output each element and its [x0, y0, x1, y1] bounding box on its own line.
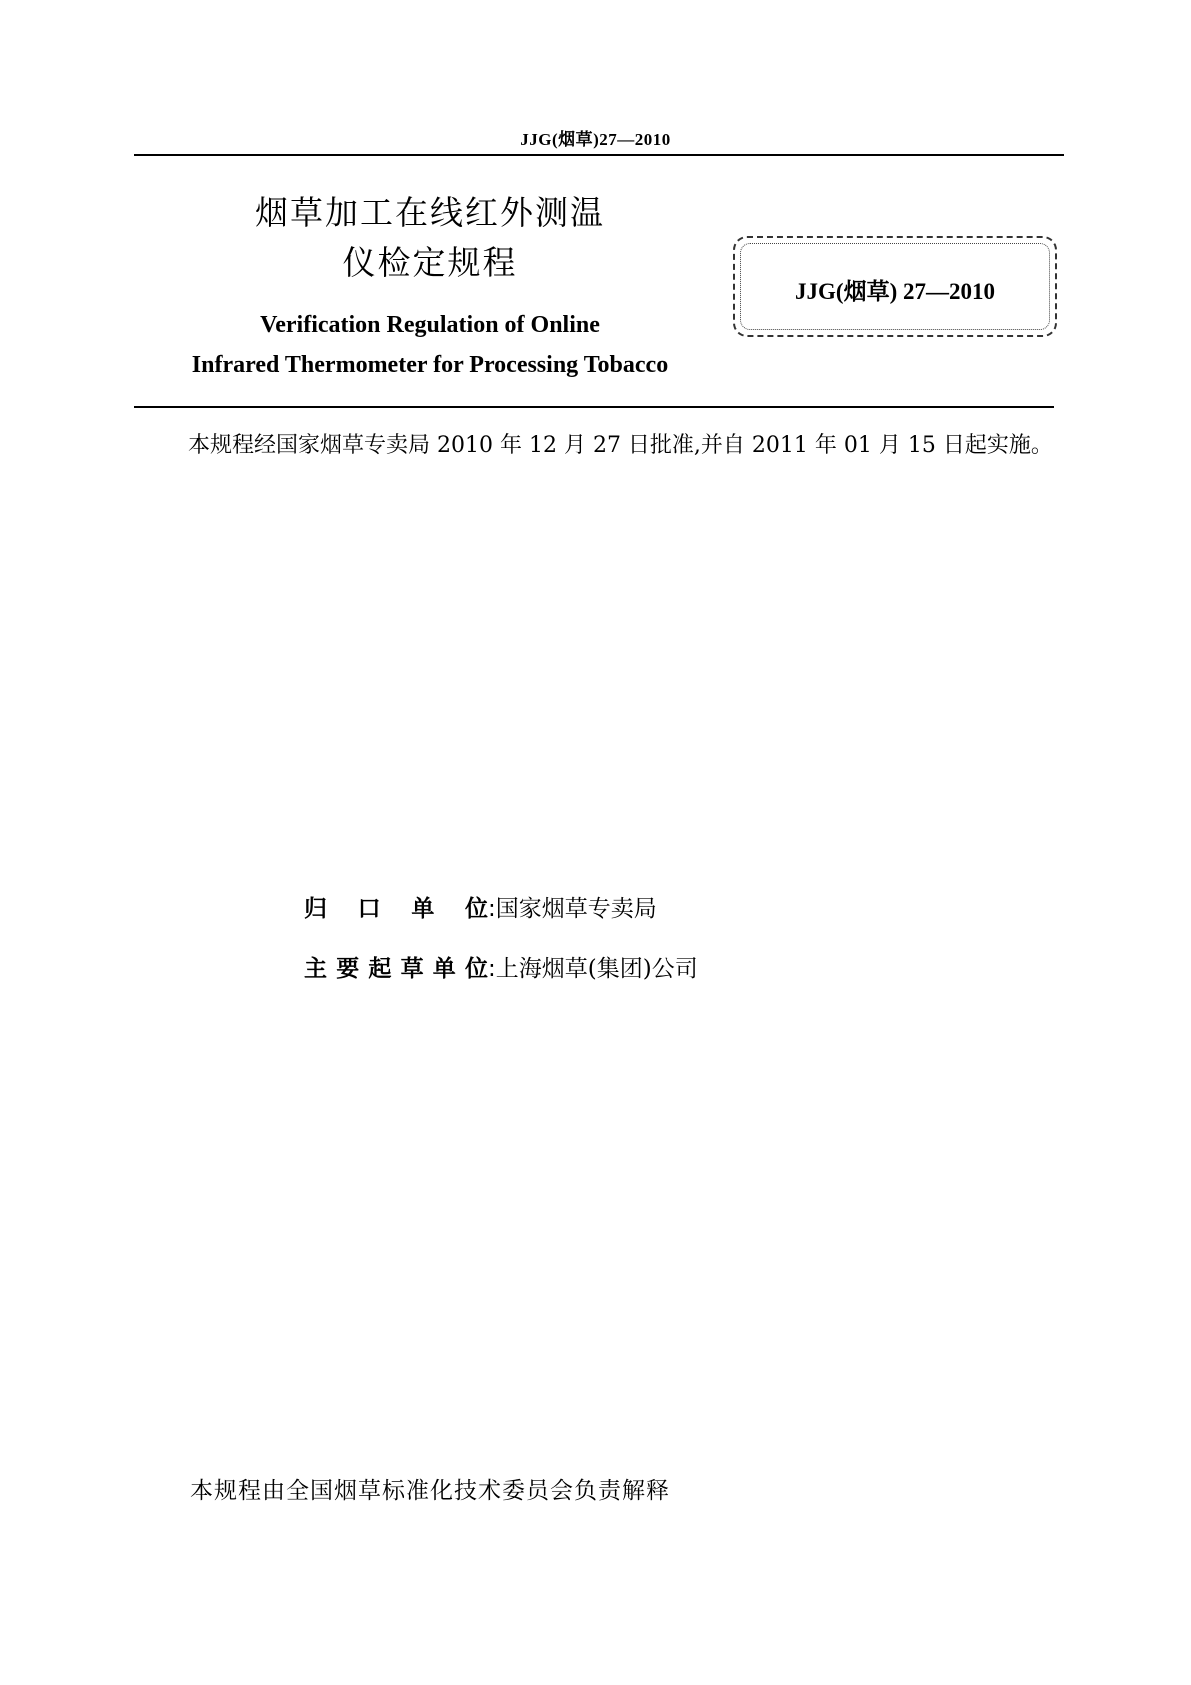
chinese-title [140, 188, 720, 288]
chinese-title-line-1: 烟草加工在线红外测温 [255, 193, 605, 232]
interpretation-note: 本规程由全国烟草标准化技术委员会负责解释 [190, 1478, 670, 1504]
standard-code-box [733, 236, 1057, 337]
authority-colon: : [488, 896, 496, 922]
running-header-code: JJG(烟草)27—2010 [520, 130, 671, 149]
drafter-label: 主要起草单位 [304, 956, 488, 982]
title-rule [134, 406, 1054, 408]
drafter-value: 上海烟草(集团)公司 [495, 956, 698, 982]
drafter-colon: : [488, 956, 496, 982]
english-title-line-2: Infrared Thermometer for Processing Tobacco [191, 352, 669, 378]
english-title [140, 305, 720, 385]
authority-value: 国家烟草专卖局 [495, 896, 657, 922]
chinese-title-line-2: 仪检定规程 [342, 243, 518, 282]
header-rule [134, 154, 1064, 156]
standard-code: JJG(烟草) 27—2010 [795, 279, 995, 304]
approval-statement: 本规程经国家烟草专卖局 2010 年 12 月 27 日批准,并自 2011 年 01 月 15 日起实施。 [188, 433, 1053, 458]
english-title-line-1: Verification Regulation of Online [260, 312, 600, 338]
organization-block [304, 890, 698, 1010]
authority-line [304, 890, 698, 950]
drafter-line [304, 950, 698, 1010]
authority-label: 归口单位 [304, 896, 488, 922]
